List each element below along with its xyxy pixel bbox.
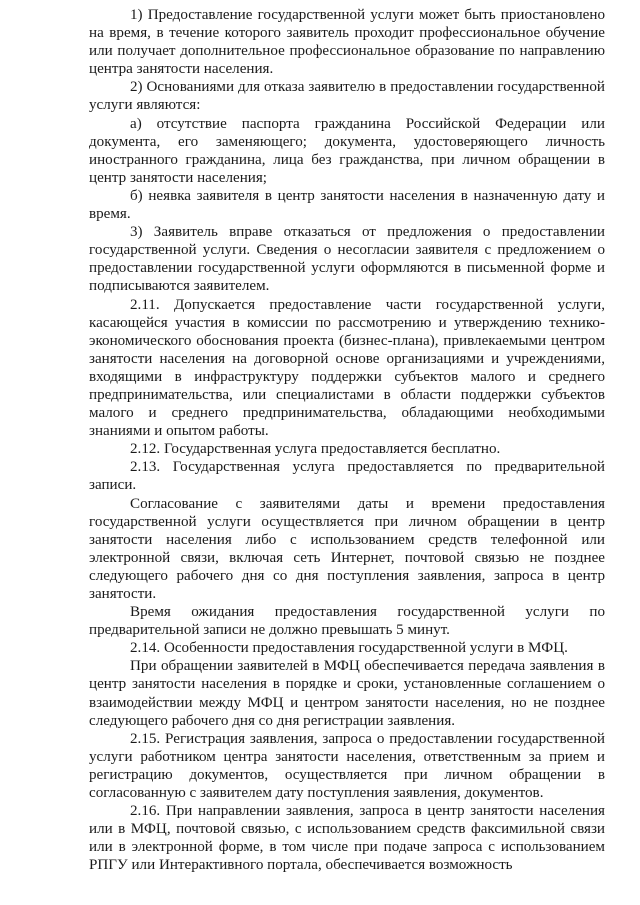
paragraph-refusal-grounds: 2) Основаниями для отказа заявителю в предоставлении государственной услуги являются:: [89, 79, 605, 114]
paragraph-2-12: 2.12. Государственная услуга предоставляется бесплатно.: [130, 441, 501, 458]
paragraph-refusal-a: а) отсутствие паспорта гражданина Российской Федерации или документа, его заменяющего; документа, удостоверяющего личность иностранного гражданина, лица без гражданства, при личном обращении в центр занятости населения;: [89, 115, 605, 186]
document-page: [89, 6, 605, 875]
paragraph-2-14: 2.14. Особенности предоставления государственной услуги в МФЦ.: [130, 640, 568, 657]
paragraph-2-11: 2.11. Допускается предоставление части государственной услуги, касающейся участия в комиссии по рассмотрению и утверждению технико-экономического обоснования проекта (бизнес-плана), привлекаемыми центром занятости населения на договорной основе организациями и учреждениями, входящими в инфраструктуру поддержки субъектов малого и среднего предпринимательства, или специалистами в области поддержки субъектов малого и среднего предпринимательства, обладающими необходимыми знаниями и опытом работы.: [89, 296, 605, 440]
paragraph-mfc-transfer: При обращении заявителей в МФЦ обеспечивается передача заявления в центр занятости населения в порядке и сроки, установленные соглашением о взаимодействии между МФЦ и центром занятости населения, но не позднее следующего рабочего дня со дня регистрации заявления.: [89, 658, 605, 729]
paragraph-refusal-b: б) неявка заявителя в центр занятости населения в назначенную дату и время.: [89, 187, 605, 223]
paragraph-2-15: 2.15. Регистрация заявления, запроса о предоставлении государственной услуги работником центра занятости населения, ответственным за прием и регистрацию документов, осуществляется при личном обращении в согласованную с заявителем дату поступления заявления, документов.: [89, 730, 605, 802]
paragraph-2-16: 2.16. При направлении заявления, запроса в центр занятости населения или в МФЦ, почтовой связью, с использованием средств факсимильной связи или в электронной форме, в том числе при подаче запроса с использованием РПГУ или Интерактивного портала, обеспечивается возможность: [89, 803, 605, 874]
paragraph-applicant-right: 3) Заявитель вправе отказаться от предложения о предоставлении государственной услуги. Сведения о несогласии заявителя с предложением о предоставлении государственной услуги оформляются в письменной форме и подписываются заявителем.: [89, 224, 605, 295]
paragraph-waiting-time: Время ожидания предоставления государственной услуги по предварительной записи не должно превышать 5 минут.: [89, 604, 605, 639]
paragraph-scheduling: Согласование с заявителями даты и времени предоставления государственной услуги осуществляется при личном обращении в центр занятости населения либо с использованием средств телефонной или электронной связи, включая сеть Интернет, почтовой связью не позднее следующего рабочего дня со дня поступления заявления, запроса в центр занятости.: [89, 495, 605, 602]
paragraph-suspension: 1) Предоставление государственной услуги может быть приостановлено на время, в течение которого заявитель проходит профессиональное обучение или получает дополнительное профессиональное образование по направлению центра занятости населения.: [89, 7, 605, 78]
paragraph-2-13: 2.13. Государственная услуга предоставляется по предварительной записи.: [89, 459, 605, 494]
